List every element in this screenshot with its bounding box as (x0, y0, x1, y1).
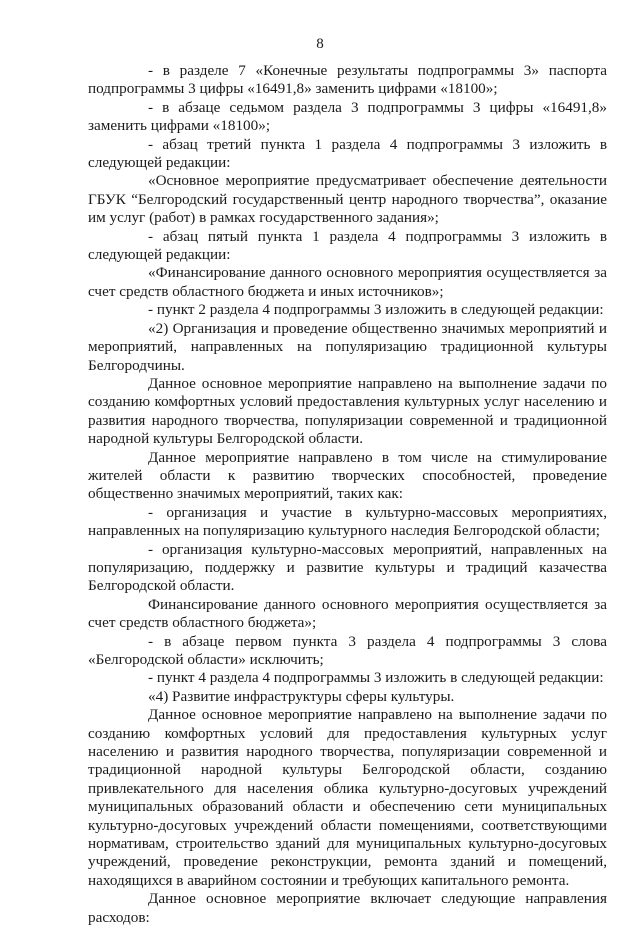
paragraph: - абзац пятый пункта 1 раздела 4 подпрограммы 3 изложить в следующей редакции: (88, 227, 607, 264)
paragraph: - организация культурно-массовых мероприятий, направленных на популяризацию, поддержку и развитие культуры и традиций казачества Белгородской области. (88, 540, 607, 595)
paragraph: Данное основное мероприятие направлено на выполнение задачи по созданию комфортных условий предоставления культурных услуг населению и развития народного творчества, популяризации современной и традиционной народной культуры Белгородской области. (88, 374, 607, 448)
document-body (88, 62, 607, 927)
paragraph: - пункт 4 раздела 4 подпрограммы 3 изложить в следующей редакции: (148, 669, 604, 687)
paragraph: Данное мероприятие направлено в том числе на стимулирование жителей области к развитию творческих способностей, проведение общественно значимых мероприятий, таких как: (88, 448, 607, 503)
paragraph: - в абзаце седьмом раздела 3 подпрограммы 3 цифры «16491,8» заменить цифрами «18100»; (88, 98, 607, 135)
paragraph: «2) Организация и проведение общественно значимых мероприятий и мероприятий, направленных на популяризацию традиционной культуры Белгородчины. (88, 319, 607, 374)
paragraph: «Основное мероприятие предусматривает обеспечение деятельности ГБУК “Белгородский государственный центр народного творчества”, оказание им услуг (работ) в рамках государственного задания»; (88, 172, 607, 227)
paragraph: - в разделе 7 «Конечные результаты подпрограммы 3» паспорта подпрограммы 3 цифры «16491,8» заменить цифрами «18100»; (88, 62, 607, 98)
paragraph: - пункт 2 раздела 4 подпрограммы 3 изложить в следующей редакции: (148, 301, 604, 319)
paragraph: «4) Развитие инфраструктуры сферы культуры. (148, 687, 455, 705)
paragraph: «Финансирование данного основного мероприятия осуществляется за счет средств областного бюджета и иных источников»; (88, 264, 607, 300)
paragraph: Данное основное мероприятие включает следующие направления расходов: (88, 890, 607, 926)
paragraph: - в абзаце первом пункта 3 раздела 4 подпрограммы 3 слова «Белгородской области» исключить; (88, 632, 607, 668)
page-number: 8 (316, 36, 324, 52)
paragraph: - организация и участие в культурно-массовых мероприятиях, направленных на популяризацию культурного наследия Белгородской области; (88, 503, 607, 540)
paragraph: Данное основное мероприятие направлено на выполнение задачи по созданию комфортных условий для предоставления культурных услуг населению и развития народного творчества, популяризации современной и традиционной народной культуры Белгородской области, созданию привлекательного для населения облика культурно-досуговых учреждений муниципальных образований области и обеспечению сети муниципальных культурно-досуговых учреждений области помещениями, соответствующими нормативам, строительство зданий для муниципальных культурно-досуговых учреждений, проведение реконструкции, ремонта зданий и помещений, находящихся в аварийном состоянии и требующих капитального ремонта. (88, 706, 607, 889)
paragraph: Финансирование данного основного мероприятия осуществляется за счет средств областного бюджета»; (88, 595, 607, 632)
paragraph: - абзац третий пункта 1 раздела 4 подпрограммы 3 изложить в следующей редакции: (88, 135, 607, 172)
